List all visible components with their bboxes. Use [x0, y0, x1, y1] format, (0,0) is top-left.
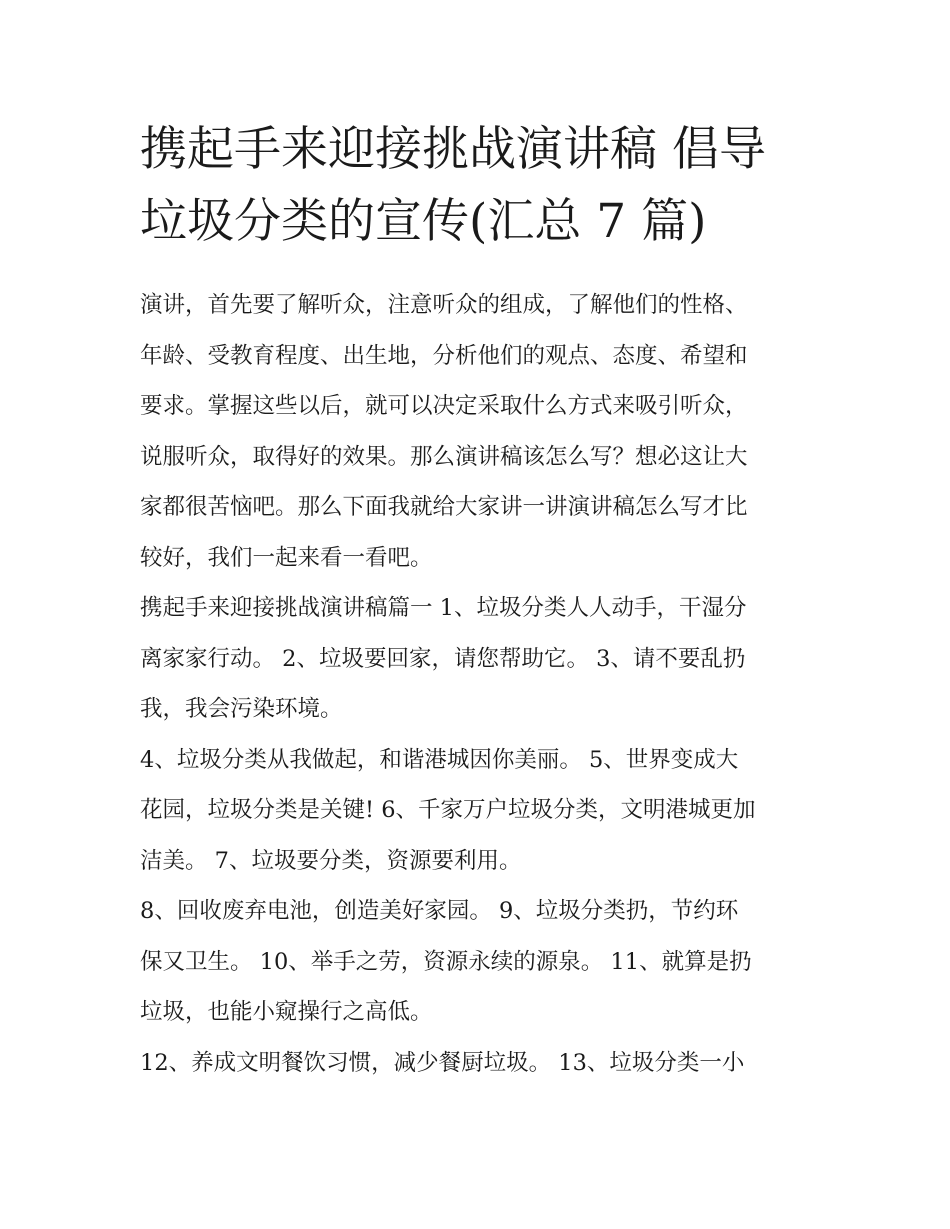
text-line: 花园，垃圾分类是关键! 6、千家万户垃圾分类，文明港城更加: [140, 797, 756, 823]
paragraph-intro: [140, 280, 830, 583]
text-line: 较好，我们一起来看一看吧。: [140, 544, 433, 571]
title-line: 垃圾分类的宣传(汇总 7 篇): [140, 194, 707, 249]
paragraph-slogans-2: [140, 735, 830, 887]
text-line: 说服听众，取得好的效果。那么演讲稿该怎么写？想必这让大: [140, 443, 748, 470]
paragraph-slogans-1: [140, 583, 830, 735]
text-line: 携起手来迎接挑战演讲稿篇一 1、垃圾分类人人动手，干湿分: [140, 595, 747, 621]
text-line: 洁美。 7、垃圾要分类，资源要利用。: [140, 847, 522, 874]
text-line: 8、回收废弃电池，创造美好家园。 9、垃圾分类扔，节约环: [140, 898, 739, 924]
text-line: 家都很苦恼吧。那么下面我就给大家讲一讲演讲稿怎么写才比: [140, 494, 748, 520]
text-line: 垃圾，也能小窥操行之高低。: [140, 999, 433, 1025]
paragraph-slogans-4: [140, 1038, 830, 1089]
document-title: [140, 114, 820, 258]
text-line: 演讲，首先要了解听众，注意听众的组成，了解他们的性格、: [140, 292, 748, 318]
text-line: 12、养成文明餐饮习惯，减少餐厨垃圾。 13、垃圾分类一小: [140, 1049, 745, 1076]
text-line: 要求。掌握这些以后，就可以决定采取什么方式来吸引听众，: [140, 393, 748, 419]
text-line: 年龄、受教育程度、出生地，分析他们的观点、态度、希望和: [140, 342, 748, 369]
text-line: 我，我会污染环境。: [140, 696, 343, 722]
paragraph-slogans-3: [140, 886, 830, 1038]
text-line: 保又卫生。 10、举手之劳，资源永续的源泉。 11、就算是扔: [140, 948, 752, 975]
title-line: 携起手来迎接挑战演讲稿 倡导: [140, 122, 766, 177]
text-line: 离家家行动。 2、垃圾要回家，请您帮助它。 3、请不要乱扔: [140, 645, 746, 672]
text-line: 4、垃圾分类从我做起，和谐港城因你美丽。 5、世界变成大: [140, 746, 739, 773]
document-body: [140, 280, 830, 1088]
